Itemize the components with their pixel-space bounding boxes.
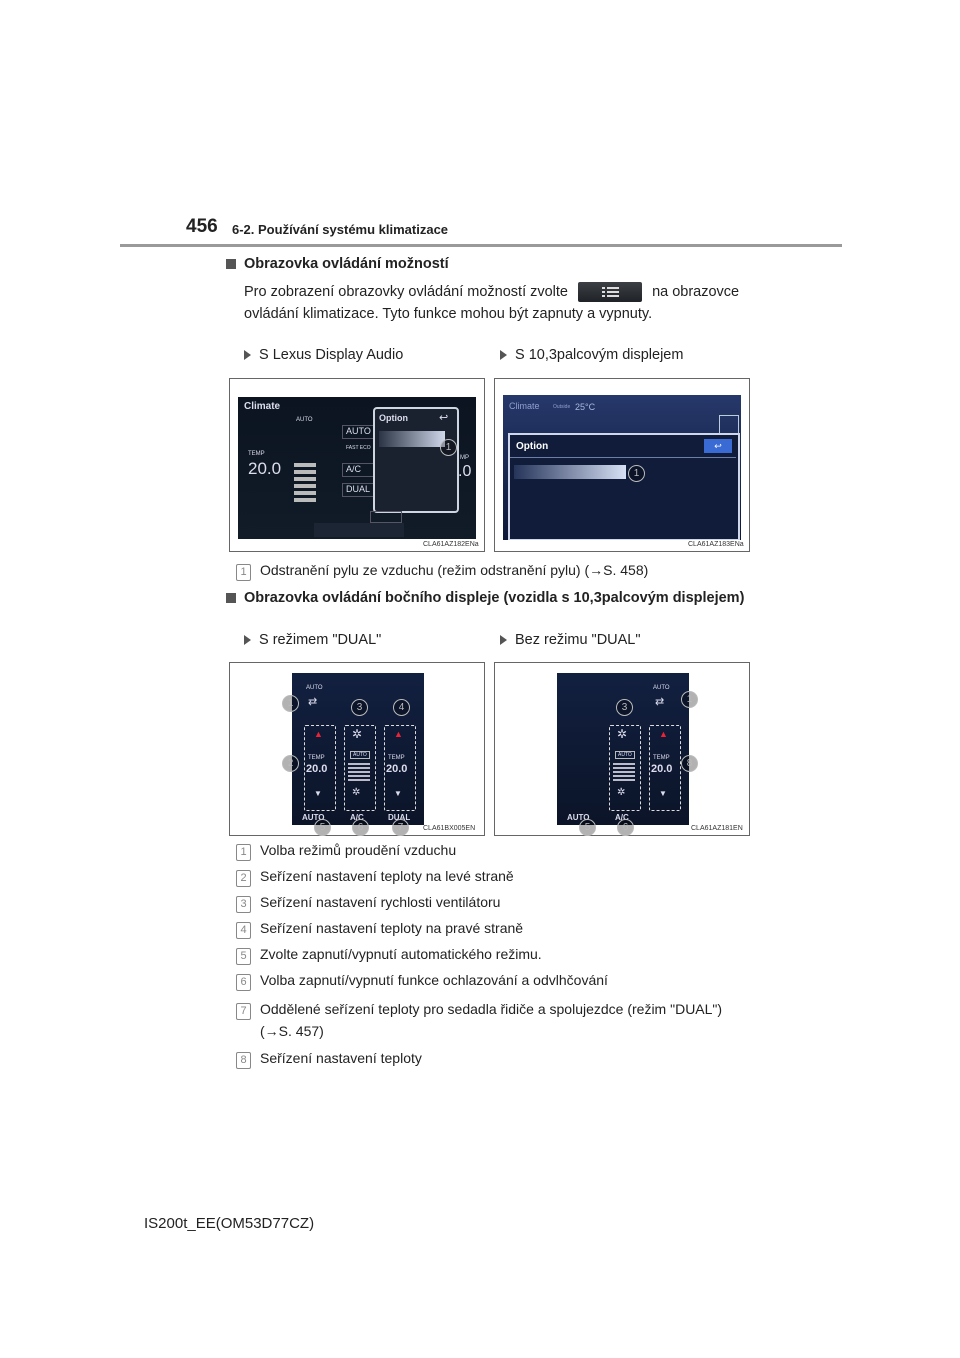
legend-item (236, 946, 542, 965)
screen-option-10in (503, 395, 741, 540)
option-list-button-icon (578, 282, 642, 302)
marker: 5 (314, 819, 331, 836)
airflow-icon[interactable]: ⇄ (655, 696, 665, 708)
marker: 2 (282, 755, 299, 772)
footer-model-code: IS200t_EE(OM53D77CZ) (144, 1215, 315, 1232)
legend-number: 8 (236, 1052, 251, 1069)
marker: 8 (681, 755, 698, 772)
legend-text: Seřízení nastavení teploty (260, 1050, 422, 1066)
image-code: CLA61AZ181EN (691, 825, 743, 832)
marker: 3 (616, 699, 633, 716)
square-bullet-icon (226, 259, 236, 269)
fan-small-icon[interactable]: ✲ (617, 787, 626, 798)
legend-text: Zvolte zapnutí/vypnutí automatického režimu. (260, 946, 542, 962)
section1-paragraph: Pro zobrazení obrazovky ovládání možností zvolte na obrazovce ovládání klimatizace. Tyto funkce mohou být zapnuty a vypnuty. (244, 284, 740, 322)
down-arrow-icon[interactable]: ▼ (314, 789, 322, 798)
figure-side-display-no-dual (494, 662, 750, 836)
marker: 7 (392, 819, 409, 836)
marker: 6 (617, 819, 634, 836)
screen-option-lda (238, 397, 476, 539)
fan-icon[interactable]: ✲ (352, 727, 363, 741)
right-caption-1: S 10,3palcovým displejem (500, 347, 683, 363)
legend-text: Volba zapnutí/vypnutí funkce ochlazování a odvlhčování (260, 972, 608, 988)
fan-auto-button[interactable]: AUTO (615, 751, 635, 759)
legend-item (236, 562, 648, 581)
outside-temp: 25°C (575, 402, 596, 412)
fan-auto-button[interactable]: AUTO (350, 751, 370, 759)
chapter-title: 6-2. Používání systému klimatizace (232, 222, 449, 237)
image-code: CLA61BX005EN (423, 825, 476, 832)
list-icon[interactable] (719, 415, 739, 435)
fan-bars (348, 763, 370, 781)
legend-number: 5 (236, 948, 251, 965)
marker: 4 (393, 699, 410, 716)
legend-number: 7 (236, 1003, 251, 1020)
down-arrow-icon[interactable]: ▼ (394, 789, 402, 798)
triangle-bullet-icon (244, 350, 251, 360)
ac-button[interactable]: A/C (342, 463, 377, 477)
figure-side-display-dual (229, 662, 485, 836)
figure-lexus-display-audio (229, 378, 485, 552)
fan-level-bars (294, 463, 316, 503)
marker: 1 (282, 695, 299, 712)
header-rule (120, 244, 842, 247)
side-screen-dual (292, 673, 424, 825)
outside-label: Outside (553, 404, 571, 410)
auto-button[interactable]: AUTO (567, 813, 590, 822)
auto-label: AUTO (296, 417, 313, 423)
fan-bars (613, 763, 635, 781)
legend-text: Odstranění pylu ze vzduchu (režim odstranění pylu) (→S. 458) (260, 562, 649, 578)
option-panel (373, 407, 459, 513)
temp-label-right: MP (460, 455, 469, 461)
pollen-removal-button[interactable] (514, 465, 626, 479)
legend-item (236, 1050, 422, 1069)
legend-text: Volba režimů proudění vzduchu (260, 842, 457, 858)
right-caption-2: Bez režimu "DUAL" (500, 632, 641, 648)
pollen-removal-button[interactable] (379, 431, 445, 447)
image-code: CLA61AZ182ENa (423, 541, 479, 548)
legend-number: 1 (236, 844, 251, 861)
legend-number: 1 (236, 564, 251, 581)
legend-item (236, 920, 523, 939)
temp-value-right: .0 (458, 463, 472, 480)
temp-label: TEMP (248, 451, 265, 457)
ac-button[interactable]: A/C (615, 813, 629, 822)
legend-text: Seřízení nastavení teploty na pravé straně (260, 920, 524, 936)
legend-item (236, 972, 608, 991)
auto-button[interactable]: AUTO (302, 813, 325, 822)
legend-text-continued: (→S. 457) (260, 1023, 324, 1039)
legend-item (236, 868, 514, 887)
section2-heading: Obrazovka ovládání bočního displeje (vozidla s 10,3palcovým displejem) (226, 590, 744, 606)
legend-number: 6 (236, 974, 251, 991)
legend-number: 3 (236, 896, 251, 913)
legend-text: Seřízení nastavení rychlosti ventilátoru (260, 894, 501, 910)
option-divider (510, 457, 736, 458)
fast-eco-label: FAST ECO (346, 445, 371, 451)
page-number: 456 (186, 216, 218, 237)
screen-title: Climate (509, 401, 540, 411)
triangle-bullet-icon (500, 350, 507, 360)
section1-heading: Obrazovka ovládání možností (226, 256, 449, 272)
marker: 5 (579, 819, 596, 836)
marker: 6 (352, 819, 369, 836)
marker-1: 1 (628, 465, 645, 482)
screen-title: Climate (244, 401, 281, 412)
square-bullet-icon (226, 593, 236, 603)
up-arrow-icon[interactable]: ▲ (394, 729, 403, 739)
legend-text: Oddělené seřízení teploty pro sedadla řidiče a spolujezdce (režim "DUAL") (260, 1001, 723, 1017)
legend-text: Seřízení nastavení teploty na levé straně (260, 868, 514, 884)
temp-label-right: TEMP (388, 755, 405, 761)
dual-button[interactable]: DUAL (342, 483, 377, 497)
airflow-icon[interactable]: ⇄ (308, 696, 318, 708)
marker-1: 1 (440, 439, 457, 456)
auto-button[interactable]: AUTO (342, 425, 377, 439)
left-caption-2: S režimem "DUAL" (244, 632, 381, 648)
left-caption-1: S Lexus Display Audio (244, 347, 403, 363)
legend-item (236, 894, 500, 913)
figure-10-3-display (494, 378, 750, 552)
temp-label-left: TEMP (308, 755, 325, 761)
down-arrow-icon[interactable]: ▼ (659, 789, 667, 798)
temp-value-left: 20.0 (306, 763, 328, 775)
up-arrow-icon[interactable]: ▲ (314, 729, 323, 739)
option-panel (508, 433, 740, 540)
back-icon[interactable]: ↩ (704, 439, 732, 453)
legend-item (236, 998, 756, 1042)
fan-small-icon[interactable]: ✲ (352, 787, 361, 798)
back-icon[interactable]: ↩ (439, 412, 449, 424)
image-code: CLA61AZ183ENa (688, 541, 744, 548)
marker: 3 (351, 699, 368, 716)
legend-number: 4 (236, 922, 251, 939)
option-title: Option (379, 413, 408, 423)
pollen-button-bottom[interactable] (314, 523, 404, 537)
temp-value-right: 20.0 (386, 763, 408, 775)
list-button[interactable] (370, 511, 402, 523)
up-arrow-icon[interactable]: ▲ (659, 729, 668, 739)
temp-label: TEMP (653, 755, 670, 761)
temp-value: 20.0 (248, 459, 282, 478)
dual-button[interactable]: DUAL (388, 813, 411, 822)
option-title: Option (516, 441, 549, 452)
marker: 1 (681, 691, 698, 708)
auto-label: AUTO (653, 685, 670, 691)
auto-label: AUTO (306, 685, 323, 691)
side-screen-no-dual (557, 673, 689, 825)
fan-icon[interactable]: ✲ (617, 727, 628, 741)
triangle-bullet-icon (244, 635, 251, 645)
ac-button[interactable]: A/C (350, 813, 364, 822)
temp-value: 20.0 (651, 763, 673, 775)
triangle-bullet-icon (500, 635, 507, 645)
legend-item (236, 842, 456, 861)
legend-number: 2 (236, 870, 251, 887)
